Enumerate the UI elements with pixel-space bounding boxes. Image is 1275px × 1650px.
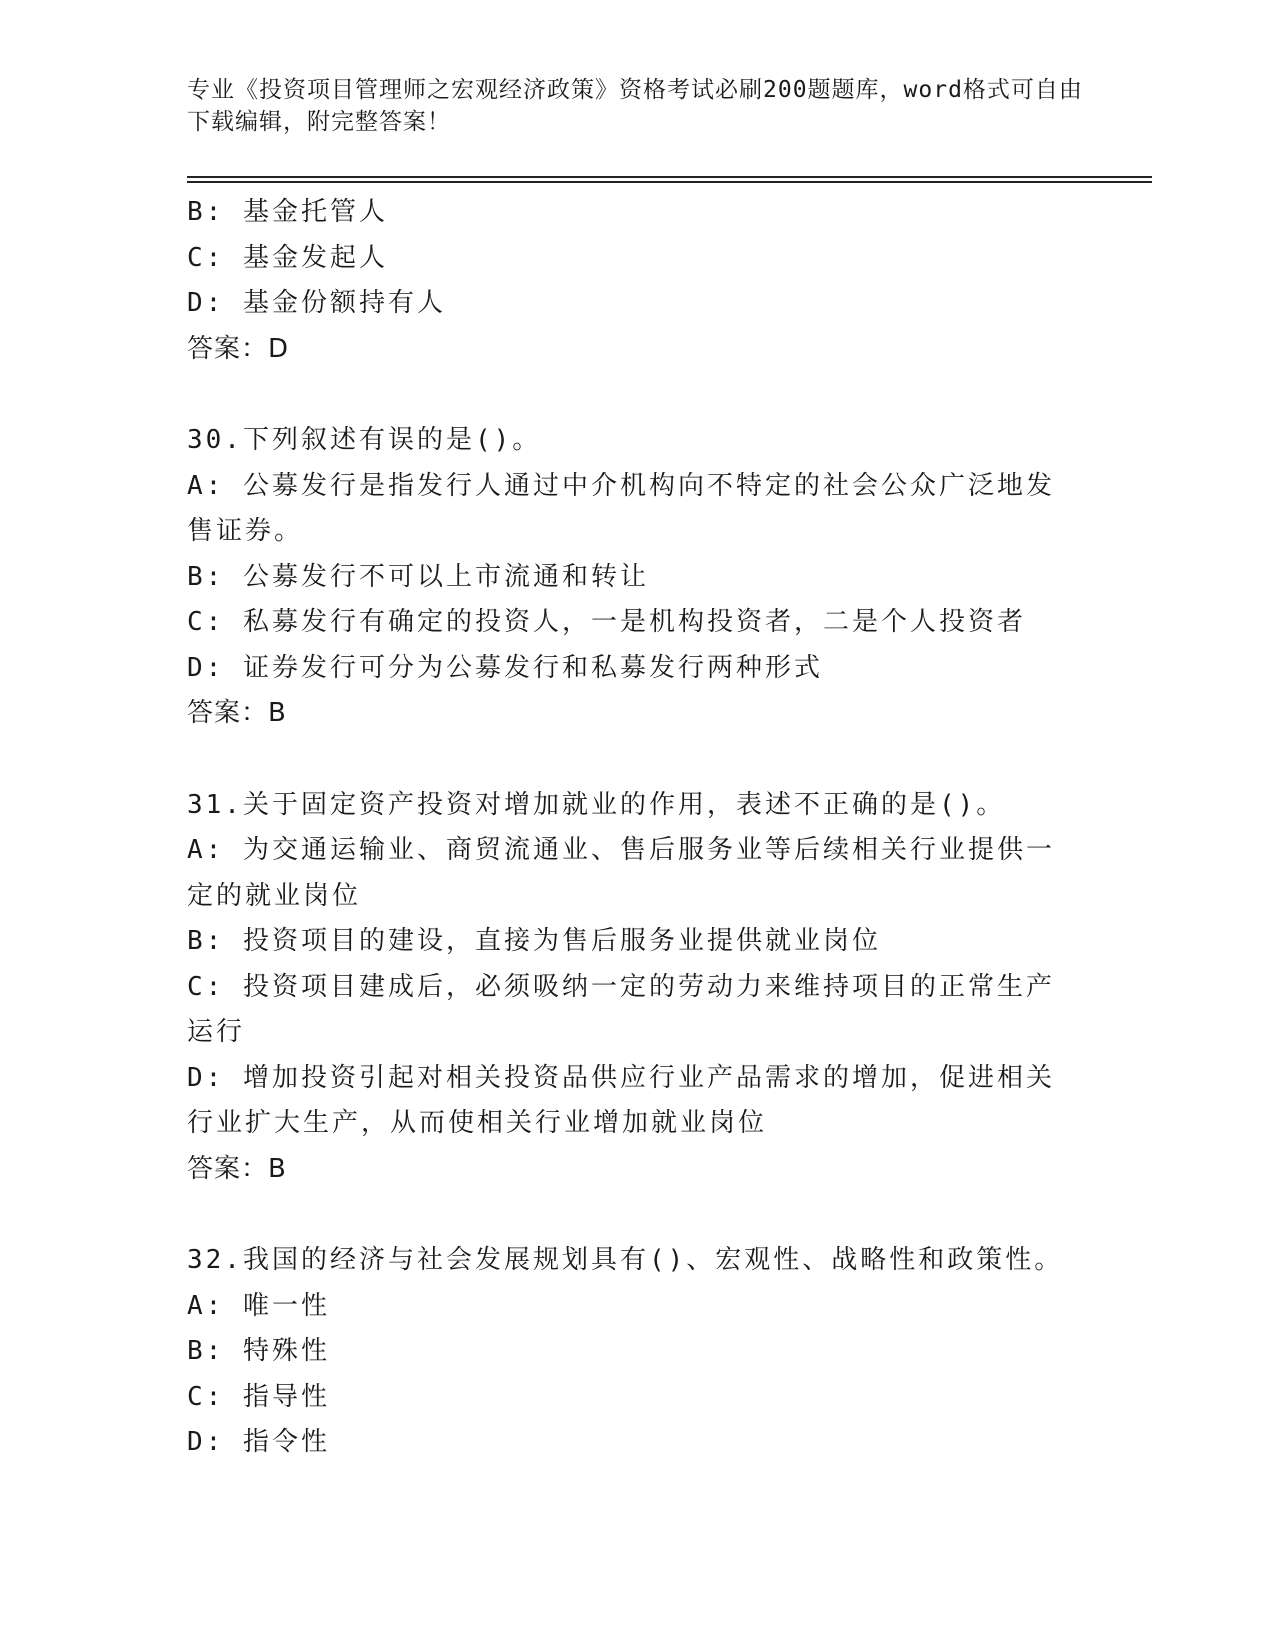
spacer (187, 372, 1067, 418)
option-b: B: 投资项目的建设，直接为售后服务业提供就业岗位 (187, 926, 881, 956)
option-d: D: 证券发行可分为公募发行和私募发行两种形式 (187, 652, 823, 683)
option-a: A: 公募发行是指发行人通过中介机构向不特定的社会公众广泛地发售证券。 (187, 470, 1055, 546)
question-text: 31.关于固定资产投资对增加就业的作用，表述不正确的是()。 (187, 789, 1006, 820)
option-d: D: 指令性 (187, 1427, 330, 1457)
header-divider-top (187, 176, 1152, 178)
option-d: D: 基金份额持有人 (187, 288, 446, 318)
option-c: C: 私募发行有确定的投资人，一是机构投资者，二是个人投资者 (187, 607, 1026, 637)
question-text: 30.下列叙述有误的是()。 (187, 425, 542, 455)
page-header: 专业《投资项目管理师之宏观经济政策》资格考试必刷200题题库，word格式可自由下载编辑，附完整答案！ (187, 77, 1083, 135)
spacer (187, 737, 1067, 783)
header-divider-bottom (187, 181, 1152, 183)
question-text: 32.我国的经济与社会发展规划具有()、宏观性、战略性和政策性。 (187, 1245, 1064, 1275)
option-d: D: 增加投资引起对相关投资品供应行业产品需求的增加，促进相关行业扩大生产，从而使相关行业增加就业岗位 (187, 1062, 1055, 1138)
question-content (187, 190, 1067, 1466)
question-block-previous (187, 190, 1067, 372)
answer-label: 答案：B (187, 1153, 287, 1184)
question-block-30 (187, 418, 1067, 737)
option-b: B: 特殊性 (187, 1336, 330, 1366)
question-block-31 (187, 783, 1067, 1193)
option-b: B: 基金托管人 (187, 197, 388, 227)
question-block-32 (187, 1238, 1067, 1466)
option-c: C: 投资项目建成后，必须吸纳一定的劳动力来维持项目的正常生产运行 (187, 971, 1055, 1047)
option-a: A: 唯一性 (187, 1290, 330, 1321)
answer-label: 答案：B (187, 698, 287, 728)
option-c: C: 指导性 (187, 1381, 330, 1412)
option-b: B: 公募发行不可以上市流通和转让 (187, 561, 649, 592)
answer-label: 答案：D (187, 333, 290, 364)
option-c: C: 基金发起人 (187, 242, 388, 273)
option-a: A: 为交通运输业、商贸流通业、售后服务业等后续相关行业提供一定的就业岗位 (187, 835, 1055, 911)
spacer (187, 1192, 1067, 1238)
